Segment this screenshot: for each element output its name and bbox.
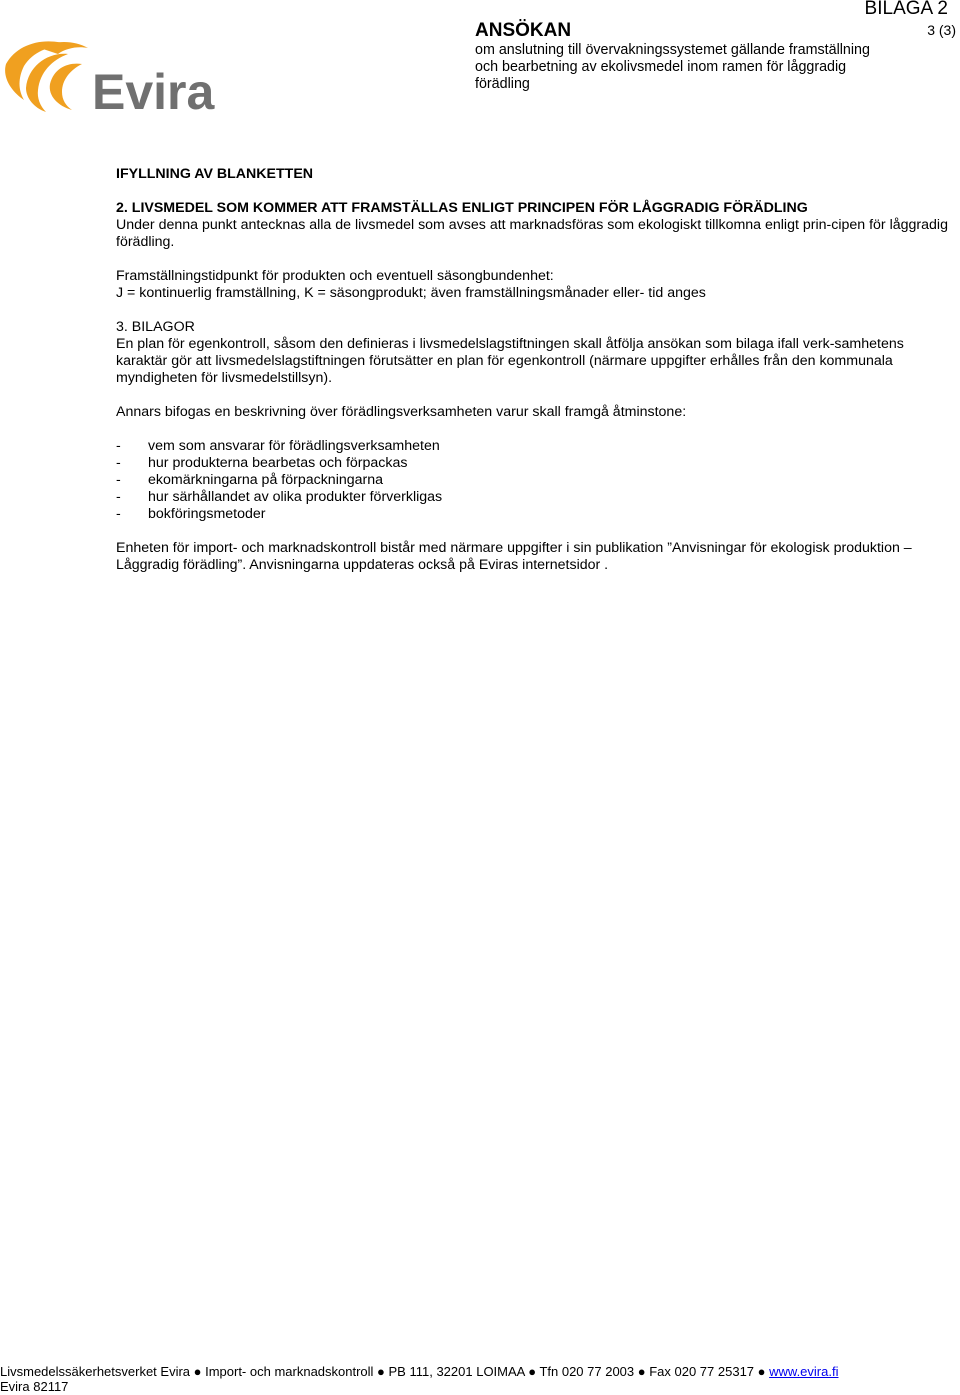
- section-2-title: 2. LIVSMEDEL SOM KOMMER ATT FRAMSTÄLLAS ENLIGT PRINCIPEN FÖR LÅGGRADIG FÖRÄDLING: [116, 200, 808, 216]
- bullet-marker: -: [116, 455, 121, 471]
- list-item-text: bokföringsmetoder: [148, 506, 266, 522]
- footer-form-code: Evira 82117: [0, 1379, 69, 1394]
- logo-wordmark: Evira: [92, 64, 215, 114]
- website-link[interactable]: www.evira.fi: [769, 1364, 839, 1379]
- list-item: [116, 489, 958, 506]
- footer-contact-line: [0, 1364, 838, 1379]
- list-item: [116, 438, 958, 455]
- section-3-title: 3. BILAGOR: [116, 319, 195, 335]
- form-title: ANSÖKAN: [475, 20, 572, 41]
- list-item: [116, 506, 958, 523]
- page-number: 3 (3): [927, 22, 956, 38]
- list-item-text: ekomärkningarna på förpackningarna: [148, 472, 384, 488]
- bullet-marker: -: [116, 506, 121, 522]
- list-item: [116, 472, 958, 489]
- list-item-text: vem som ansvarar för förädlingsverksamheten: [148, 438, 440, 454]
- list-item-text: hur produkterna bearbetas och förpackas: [148, 455, 408, 471]
- bullet-marker: -: [116, 438, 121, 454]
- list-item: [116, 455, 958, 472]
- attachment-label: BILAGA 2: [864, 0, 948, 19]
- document-body: [116, 166, 958, 574]
- requirements-list: [116, 438, 958, 523]
- closing-text: Enheten för import- och marknadskontroll bistår med närmare uppgifter i sin publikation ”Anvisningar för ekologisk produktion – Låggradig förädling”. Anvisningarna uppdateras också på Eviras internetsidor .: [116, 540, 912, 573]
- footer: [0, 1364, 838, 1394]
- evira-logo: [4, 38, 240, 114]
- bullet-marker: -: [116, 472, 121, 488]
- section-2-text: Under denna punkt antecknas alla de livsmedel som avses att marknadsföras som ekologiskt tillkomna enligt prin-cipen för låggradig förädling.: [116, 217, 948, 250]
- production-time-label: Framställningstidpunkt för produkten och eventuell säsongbundenhet:: [116, 268, 554, 284]
- bullet-marker: -: [116, 489, 121, 505]
- page-heading: IFYLLNING AV BLANKETTEN: [116, 166, 314, 182]
- list-item-text: hur särhållandet av olika produkter förverkligas: [148, 489, 443, 505]
- footer-contact-text: Livsmedelssäkerhetsverket Evira ● Import- och marknadskontroll ● PB 111, 32201 LOIMAA ● Tfn 020 77 2003 ● Fax 020 77 25317 ●: [0, 1364, 766, 1379]
- production-code-legend: J = kontinuerlig framställning, K = säsongprodukt; även framställningsmånader eller- tid anges: [116, 285, 706, 301]
- form-subtitle: om anslutning till övervakningssystemet gällande framställning och bearbetning av ekolivsmedel inom ramen för låggradig förädling: [475, 42, 870, 92]
- description-intro: Annars bifogas en beskrivning över förädlingsverksamheten varur skall framgå åtminstone:: [116, 404, 687, 420]
- evira-swoosh-icon: [5, 41, 88, 112]
- section-3-text: En plan för egenkontroll, såsom den definieras i livsmedelslagstiftningen skall åtfölja ansökan som bilaga ifall verk-samhetens karaktär gör att livsmedelslagstiftningen förutsätter en plan för egenkontroll (närmare uppgifter erhålles från den kommunala myndigheten för livsmedelstillsyn).: [116, 336, 904, 386]
